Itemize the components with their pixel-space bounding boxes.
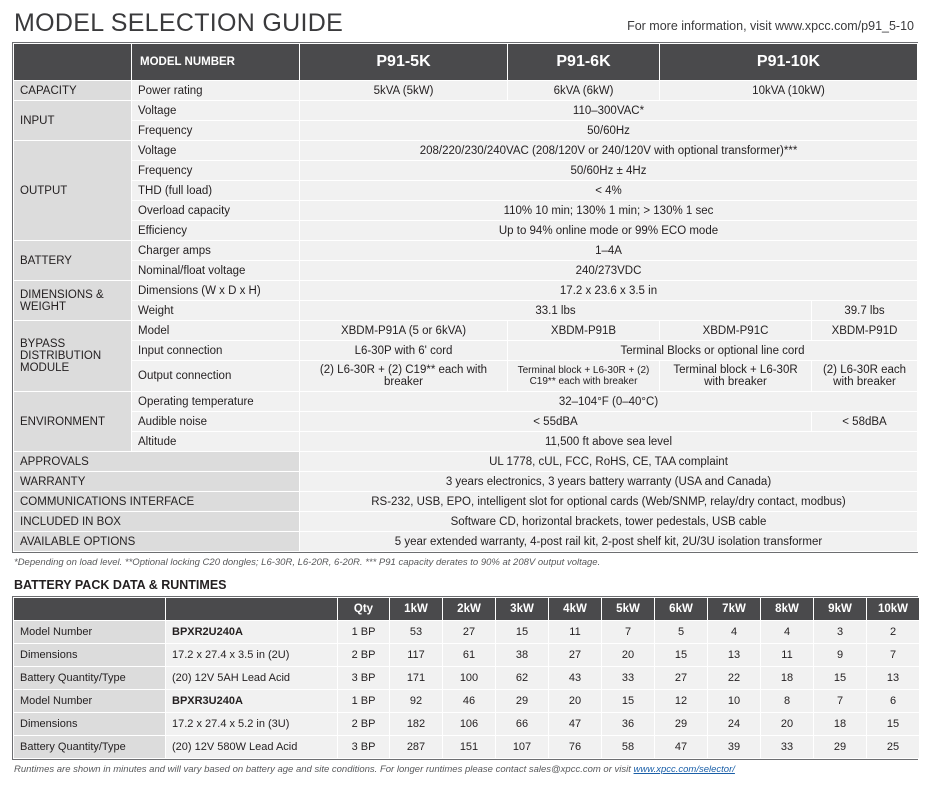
battery-runtime-cell: 11 [549,621,602,644]
battery-runtime-cell: 12 [655,690,708,713]
spec-full-row-label: WARRANTY [14,472,300,492]
battery-row-value: 17.2 x 27.4 x 3.5 in (2U) [166,644,338,667]
spec-row [14,241,918,261]
model-number-header: MODEL NUMBER [132,44,300,81]
battery-runtime-cell: 66 [496,713,549,736]
spec-full-row-label: COMMUNICATIONS INTERFACE [14,492,300,512]
battery-runtime-cell: 106 [443,713,496,736]
battery-row-label: Battery Quantity/Type [14,736,166,759]
spec-header-blank [14,44,132,81]
spec-row-label: Operating temperature [132,392,300,412]
battery-runtime-cell: 58 [602,736,655,759]
battery-column-header: 9kW [814,598,867,621]
spec-value-cell: XBDM-P91B [508,321,660,341]
battery-runtime-cell: 11 [761,644,814,667]
battery-runtime-cell: 43 [549,667,602,690]
battery-runtime-cell: 107 [496,736,549,759]
spec-row-label: Audible noise [132,412,300,432]
spec-row [14,281,918,301]
spec-row [14,201,918,221]
battery-runtime-cell: 61 [443,644,496,667]
spec-value-cell: Terminal block + L6-30R + (2) C19** each with breaker [508,361,660,392]
spec-row-label: Output connection [132,361,300,392]
spec-category-cell: BATTERY [14,241,132,281]
battery-runtime-cell: 20 [761,713,814,736]
battery-row [14,736,920,759]
spec-row-label: THD (full load) [132,181,300,201]
battery-runtime-cell: 25 [867,736,920,759]
spec-row [14,221,918,241]
battery-column-header: 4kW [549,598,602,621]
battery-runtime-cell: 7 [867,644,920,667]
battery-row [14,667,920,690]
spec-footnote: *Depending on load level. **Optional locking C20 dongles; L6-30R, L6-20R, 6-20R. *** P91 capacity derates to 90% at 208V output voltage. [14,557,601,569]
spec-full-row [14,472,918,492]
battery-runtime-cell: 29 [496,690,549,713]
battery-qty-cell: 3 BP [338,667,390,690]
spec-category-cell: BYPASS DISTRIBUTION MODULE [14,321,132,392]
battery-column-header: 3kW [496,598,549,621]
battery-runtime-cell: 8 [761,690,814,713]
spec-row [14,141,918,161]
spec-value-cell: 11,500 ft above sea level [300,432,918,452]
spec-value-cell: Terminal block + L6-30R with breaker [660,361,812,392]
spec-row-label: Voltage [132,141,300,161]
spec-value-cell: 1–4A [300,241,918,261]
battery-runtime-cell: 36 [602,713,655,736]
battery-runtime-cell: 15 [867,713,920,736]
spec-value-cell: 39.7 lbs [812,301,918,321]
battery-qty-cell: 3 BP [338,736,390,759]
battery-runtime-cell: 287 [390,736,443,759]
spec-value-cell: XBDM-P91C [660,321,812,341]
spec-value-cell: XBDM-P91D [812,321,918,341]
battery-row [14,644,920,667]
battery-runtime-cell: 182 [390,713,443,736]
spec-value-cell: < 4% [300,181,918,201]
battery-column-header: Qty [338,598,390,621]
spec-row-label: Overload capacity [132,201,300,221]
battery-runtime-cell: 151 [443,736,496,759]
spec-table-wrapper [12,42,918,553]
battery-runtime-cell: 18 [814,713,867,736]
battery-column-header: 10kW [867,598,920,621]
battery-runtime-cell: 13 [708,644,761,667]
battery-qty-cell: 1 BP [338,690,390,713]
spec-value-cell: 50/60Hz ± 4Hz [300,161,918,181]
spec-full-row [14,452,918,472]
battery-runtime-cell: 38 [496,644,549,667]
spec-row-label: Altitude [132,432,300,452]
battery-qty-cell: 1 BP [338,621,390,644]
page-title: MODEL SELECTION GUIDE [14,9,344,37]
spec-value-cell: 50/60Hz [300,121,918,141]
spec-row [14,321,918,341]
spec-value-cell: L6-30P with 6' cord [300,341,508,361]
battery-runtime-cell: 24 [708,713,761,736]
battery-header-row [14,598,920,621]
spec-full-row-label: INCLUDED IN BOX [14,512,300,532]
spec-row-label: Dimensions (W x D x H) [132,281,300,301]
battery-runtime-cell: 18 [761,667,814,690]
spec-row-label: Frequency [132,121,300,141]
battery-runtime-cell: 100 [443,667,496,690]
spec-row-label: Charger amps [132,241,300,261]
battery-runtime-cell: 22 [708,667,761,690]
spec-full-row [14,492,918,512]
battery-row [14,690,920,713]
battery-runtime-cell: 76 [549,736,602,759]
battery-row-value: (20) 12V 580W Lead Acid [166,736,338,759]
spec-row-label: Power rating [132,81,300,101]
battery-column-header [14,598,166,621]
spec-row [14,161,918,181]
battery-row [14,621,920,644]
spec-category-cell: INPUT [14,101,132,141]
spec-row-label: Voltage [132,101,300,121]
battery-runtime-cell: 27 [443,621,496,644]
spec-value-cell: 17.2 x 23.6 x 3.5 in [300,281,918,301]
page-header [12,8,916,42]
battery-table [13,597,920,759]
spec-category-cell: ENVIRONMENT [14,392,132,452]
battery-runtime-cell: 7 [602,621,655,644]
battery-column-header: 2kW [443,598,496,621]
battery-runtime-cell: 53 [390,621,443,644]
spec-category-cell: OUTPUT [14,141,132,241]
battery-row-value: BPXR2U240A [166,621,338,644]
battery-runtime-cell: 33 [761,736,814,759]
spec-table [13,43,918,552]
spec-value-cell: < 58dBA [812,412,918,432]
battery-runtime-cell: 15 [655,644,708,667]
spec-value-cell: < 55dBA [300,412,812,432]
spec-row-label: Model [132,321,300,341]
spec-value-cell: 110–300VAC* [300,101,918,121]
spec-value-cell: 33.1 lbs [300,301,812,321]
battery-column-header: 1kW [390,598,443,621]
battery-runtime-cell: 7 [814,690,867,713]
spec-row [14,101,918,121]
spec-row-label: Frequency [132,161,300,181]
spec-row [14,121,918,141]
battery-runtime-cell: 2 [867,621,920,644]
battery-column-header: 6kW [655,598,708,621]
spec-value-cell: Up to 94% online mode or 99% ECO mode [300,221,918,241]
spec-value-cell: (2) L6-30R + (2) C19** each with breaker [300,361,508,392]
battery-runtime-cell: 5 [655,621,708,644]
battery-row-value: 17.2 x 27.4 x 5.2 in (3U) [166,713,338,736]
model-column-header: P91-5K [300,44,508,81]
battery-runtime-cell: 29 [655,713,708,736]
spec-full-row-label: APPROVALS [14,452,300,472]
spec-value-cell: XBDM-P91A (5 or 6kVA) [300,321,508,341]
spec-category-cell: DIMENSIONS & WEIGHT [14,281,132,321]
battery-runtime-cell: 13 [867,667,920,690]
spec-row [14,392,918,412]
spec-value-cell: Terminal Blocks or optional line cord [508,341,918,361]
spec-full-row-value: UL 1778, cUL, FCC, RoHS, CE, TAA complaint [300,452,918,472]
battery-runtime-cell: 9 [814,644,867,667]
spec-row [14,432,918,452]
spec-full-row [14,512,918,532]
battery-runtime-cell: 3 [814,621,867,644]
spec-value-cell: 240/273VDC [300,261,918,281]
battery-runtime-cell: 92 [390,690,443,713]
battery-runtime-cell: 47 [549,713,602,736]
model-column-header: P91-10K [660,44,918,81]
spec-row-label: Efficiency [132,221,300,241]
battery-row-value: BPXR3U240A [166,690,338,713]
battery-table-wrapper [12,596,918,760]
spec-row [14,361,918,392]
battery-footnote [12,760,916,775]
spec-row [14,261,918,281]
battery-runtime-cell: 47 [655,736,708,759]
battery-runtime-cell: 117 [390,644,443,667]
battery-qty-cell: 2 BP [338,644,390,667]
spec-value-cell: 110% 10 min; 130% 1 min; > 130% 1 sec [300,201,918,221]
spec-row [14,412,918,432]
battery-footnote-text: Runtimes are shown in minutes and will vary based on battery age and site conditions. For longer runtimes please contact sales@xpcc.com or visit [14,764,634,776]
spec-value-cell: 32–104°F (0–40°C) [300,392,918,412]
selector-link[interactable]: www.xpcc.com/selector/ [633,764,735,776]
battery-runtime-cell: 10 [708,690,761,713]
battery-runtime-cell: 15 [496,621,549,644]
battery-column-header: 5kW [602,598,655,621]
spec-row [14,341,918,361]
battery-column-header: 7kW [708,598,761,621]
spec-row-label: Input connection [132,341,300,361]
battery-runtime-cell: 15 [602,690,655,713]
battery-runtime-cell: 46 [443,690,496,713]
spec-full-row-value: RS-232, USB, EPO, intelligent slot for optional cards (Web/SNMP, relay/dry contact, modbus) [300,492,918,512]
battery-runtime-cell: 171 [390,667,443,690]
battery-section-title: BATTERY PACK DATA & RUNTIMES [14,578,227,593]
battery-row-label: Battery Quantity/Type [14,667,166,690]
battery-runtime-cell: 15 [814,667,867,690]
battery-runtime-cell: 4 [761,621,814,644]
battery-runtime-cell: 20 [549,690,602,713]
spec-full-row-label: AVAILABLE OPTIONS [14,532,300,552]
battery-runtime-cell: 4 [708,621,761,644]
battery-runtime-cell: 27 [549,644,602,667]
battery-qty-cell: 2 BP [338,713,390,736]
battery-runtime-cell: 62 [496,667,549,690]
spec-full-row [14,532,918,552]
battery-row [14,713,920,736]
battery-runtime-cell: 33 [602,667,655,690]
battery-column-header [166,598,338,621]
spec-value-cell: (2) L6-30R each with breaker [812,361,918,392]
spec-row-label: Weight [132,301,300,321]
battery-column-header: 8kW [761,598,814,621]
spec-row-label: Nominal/float voltage [132,261,300,281]
spec-row [14,181,918,201]
header-note: For more information, visit www.xpcc.com/p91_5-10 [627,19,914,34]
spec-row [14,301,918,321]
spec-full-row-value: Software CD, horizontal brackets, tower pedestals, USB cable [300,512,918,532]
battery-runtime-cell: 29 [814,736,867,759]
spec-full-row-value: 5 year extended warranty, 4-post rail kit, 2-post shelf kit, 2U/3U isolation transformer [300,532,918,552]
spec-full-row-value: 3 years electronics, 3 years battery warranty (USA and Canada) [300,472,918,492]
battery-row-value: (20) 12V 5AH Lead Acid [166,667,338,690]
model-column-header: P91-6K [508,44,660,81]
battery-runtime-cell: 6 [867,690,920,713]
spec-value-cell: 208/220/230/240VAC (208/120V or 240/120V with optional transformer)*** [300,141,918,161]
spec-value-cell: 5kVA (5kW) [300,81,508,101]
battery-runtime-cell: 39 [708,736,761,759]
battery-row-label: Dimensions [14,644,166,667]
spec-value-cell: 10kVA (10kW) [660,81,918,101]
spec-row [14,81,918,101]
battery-runtime-cell: 20 [602,644,655,667]
battery-row-label: Dimensions [14,713,166,736]
spec-category-cell: CAPACITY [14,81,132,101]
spec-value-cell: 6kVA (6kW) [508,81,660,101]
battery-row-label: Model Number [14,621,166,644]
battery-runtime-cell: 27 [655,667,708,690]
battery-row-label: Model Number [14,690,166,713]
spec-header-row [14,44,918,81]
